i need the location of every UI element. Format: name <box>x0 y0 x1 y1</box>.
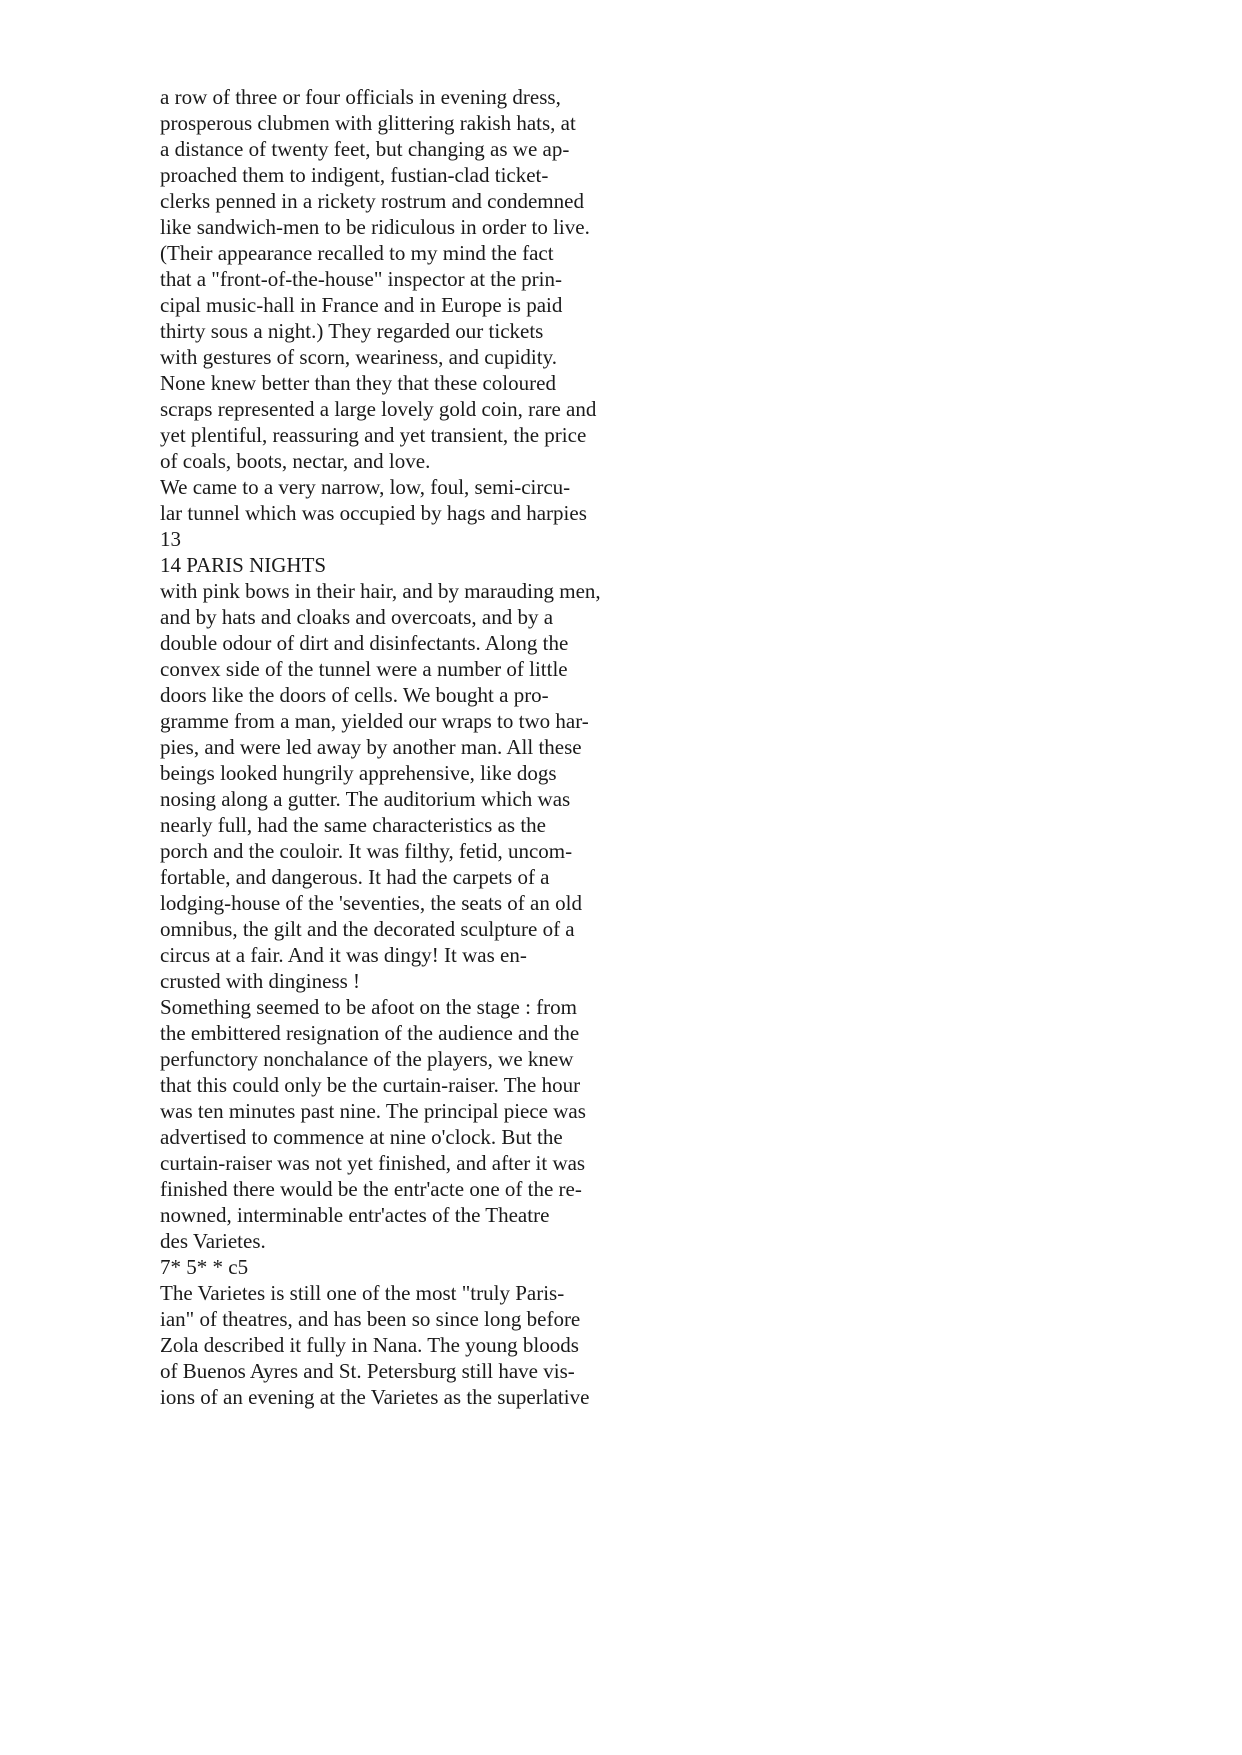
paragraph-curtain-raiser: Something seemed to be afoot on the stage : from the embittered resignation of the audience and the perfunctory nonchalance of the players, we knew that this could only be the curtain-raiser. The hour was ten minutes past nine. The principal piece was advertised to commence at nine o'clock. But the curtain-raiser was not yet finished, and after it was finished there would be the entr'acte one of the re- nowned, interminable entr'actes of the Theatre des Varietes. <box>160 995 586 1253</box>
paragraph-tunnel: We came to a very narrow, low, foul, semi-circu- lar tunnel which was occupied by hags and harpies <box>160 475 587 525</box>
paragraph-auditorium: with pink bows in their hair, and by marauding men, and by hats and cloaks and overcoats, and by a double odour of dirt and disinfectants. Along the convex side of the tunnel were a number of little doors like the doors of cells. We bought a pro- gramme from a man, yielded our wraps to two har- pies, and were led away by another man. All these beings looked hungrily apprehensive, like dogs nosing along a gutter. The auditorium which was nearly full, had the same characteristics as the porch and the couloir. It was filthy, fetid, uncom- fortable, and dangerous. It had the carpets of a lodging-house of the 'seventies, the seats of an old omnibus, the gilt and the decorated sculpture of a circus at a fair. And it was dingy! It was en- crusted with dinginess ! <box>160 579 601 993</box>
book-page <box>160 84 700 1410</box>
paragraph-varietes: The Varietes is still one of the most "truly Paris- ian" of theatres, and has been so since long before Zola described it fully in Nana. The young bloods of Buenos Ayres and St. Petersburg still have vis- ions of an evening at the Varietes as the superlative <box>160 1281 590 1409</box>
page-number: 13 <box>160 527 181 551</box>
running-head: 14 PARIS NIGHTS <box>160 553 327 577</box>
paragraph-officials: a row of three or four officials in evening dress, prosperous clubmen with glittering rakish hats, at a distance of twenty feet, but changing as we ap- proached them to indigent, fustian-clad ticket- clerks penned in a rickety rostrum and condemned like sandwich-men to be ridiculous in order to live. (Their appearance recalled to my mind the fact that a "front-of-the-house" inspector at the prin- cipal music-hall in France and in Europe is paid thirty sous a night.) They regarded our tickets with gestures of scorn, weariness, and cupidity. None knew better than they that these coloured scraps represented a large lovely gold coin, rare and yet plentiful, reassuring and yet transient, the price of coals, boots, nectar, and love. <box>160 85 597 473</box>
section-ornament: 7* 5* * c5 <box>160 1255 249 1279</box>
